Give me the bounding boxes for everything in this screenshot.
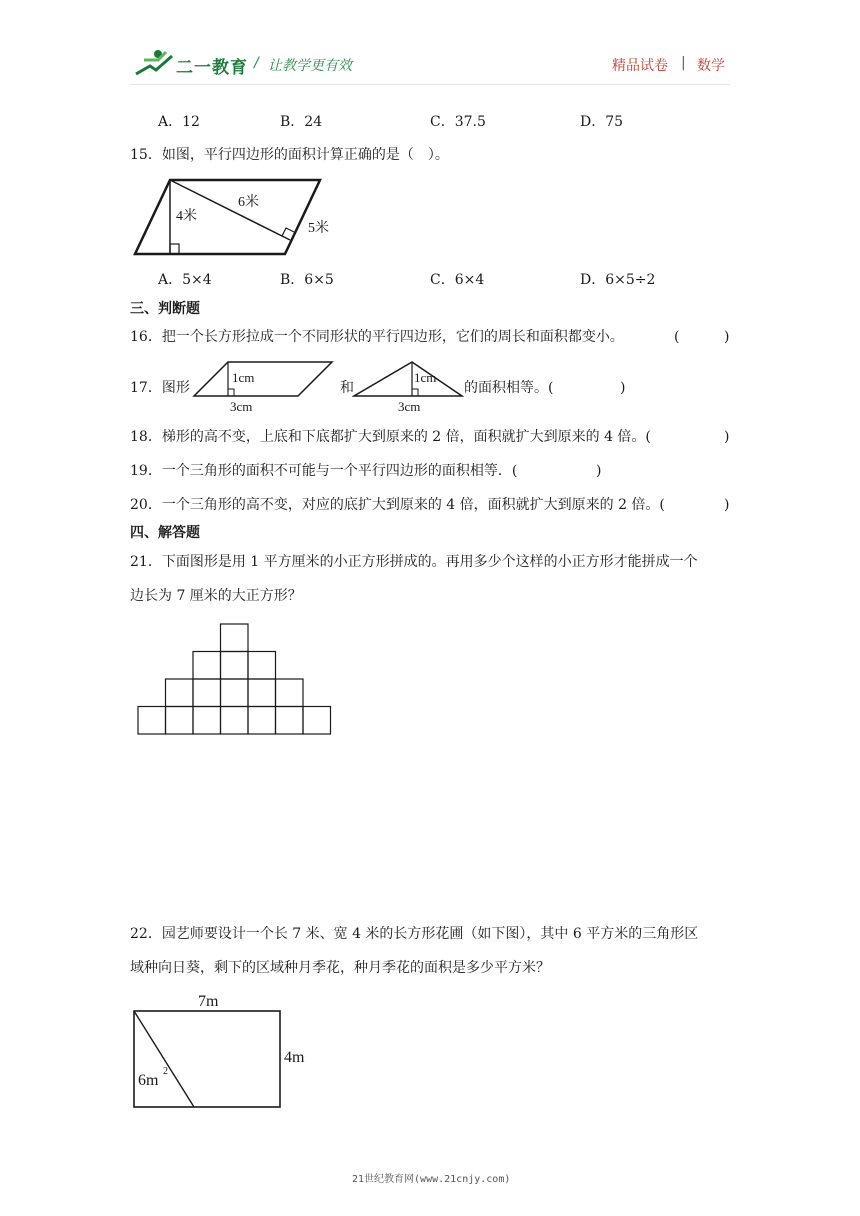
- q17-fig1-base: 3cm: [230, 399, 253, 414]
- q15-option-b: B．6×5: [280, 272, 334, 288]
- footer-text: 21世纪教育网(www.21cnjy.com): [352, 1174, 511, 1185]
- logo-runner-icon: [134, 46, 176, 78]
- q14-option-b: B．24: [280, 114, 323, 130]
- q16-text: 16．把一个长方形拉成一个不同形状的平行四边形，它们的周长和面积都变小。: [130, 329, 624, 345]
- unit-square: [221, 679, 249, 707]
- slogan-separator: /: [254, 55, 259, 71]
- unit-square: [166, 707, 194, 735]
- q15-option-c: C．6×4: [430, 272, 485, 288]
- q22-line-2: 域种向日葵，剩下的区域种月季花，种月季花的面积是多少平方米？: [130, 960, 550, 976]
- unit-square: [276, 679, 304, 707]
- q22-label-triangle: 6m: [138, 1072, 159, 1089]
- q22-label-right: 4m: [284, 1049, 305, 1066]
- unit-square: [221, 652, 249, 680]
- unit-square: [193, 652, 221, 680]
- q21-line-1: 21．下面图形是用 1 平方厘米的小正方形拼成的。再用多少个这样的小正方形才能拼成一个: [130, 554, 698, 570]
- q17-fig1-height: 1cm: [232, 370, 255, 385]
- brand-right: 数学: [697, 58, 725, 74]
- q20-text: 20．一个三角形的高不变，对应的底扩大到原来的 4 倍，面积就扩大到原来的 2 倍。(: [130, 497, 665, 513]
- section-4-title: 四、解答题: [130, 525, 200, 541]
- q19-paren-right: ): [596, 463, 602, 479]
- q22-label-top: 7m: [198, 993, 219, 1010]
- q14-option-d: D．75: [580, 114, 624, 130]
- section-3-title: 三、判断题: [130, 301, 200, 317]
- q16-paren-left: (: [674, 329, 680, 345]
- unit-square: [166, 679, 194, 707]
- q18-text: 18．梯形的高不变，上底和下底都扩大到原来的 2 倍，面积就扩大到原来的 4 倍。(: [130, 429, 651, 445]
- q22-rectangle-figure: [126, 990, 326, 1114]
- q19-text: 19．一个三角形的面积不可能与一个平行四边形的面积相等．(: [130, 463, 518, 479]
- header-divider: [130, 84, 730, 85]
- unit-square: [303, 707, 331, 735]
- brand-left: 精品试卷: [612, 58, 668, 74]
- q21-square-staircase-figure: [136, 622, 336, 740]
- q17-paren-right: ): [620, 380, 626, 396]
- q20-paren-right: ): [724, 497, 730, 513]
- q17-fig2-base: 3cm: [398, 399, 421, 414]
- slogan: 让教学更有效: [268, 58, 352, 74]
- q15-option-a: A．5×4: [158, 272, 212, 288]
- q17-fig2-height: 1cm: [414, 370, 437, 385]
- q15-label-five: 5米: [308, 221, 329, 236]
- q17-suffix: 的面积相等。(: [464, 380, 554, 396]
- q17-parallelogram-figure: [190, 358, 340, 418]
- q17-triangle-figure: [352, 358, 468, 418]
- unit-square: [193, 679, 221, 707]
- q15-label-six: 6米: [238, 195, 259, 210]
- unit-square: [248, 652, 276, 680]
- logo-text: 二一教育: [176, 58, 248, 78]
- q14-option-a: A．12: [158, 114, 200, 130]
- q17-prefix: 17．图形: [130, 380, 190, 396]
- unit-square: [248, 707, 276, 735]
- header: [0, 0, 860, 95]
- q14-option-c: C．37.5: [430, 114, 486, 130]
- q15-label-four: 4米: [176, 209, 197, 224]
- q15-stem: 15．如图，平行四边形的面积计算正确的是（ ）。: [130, 147, 449, 163]
- q21-line-2: 边长为 7 厘米的大正方形？: [130, 588, 302, 604]
- q22-line-1: 22．园艺师要设计一个长 7 米、宽 4 米的长方形花圃（如下图），其中 6 平方米的三角形区: [130, 926, 699, 942]
- q16-paren-right: ): [724, 329, 730, 345]
- q18-paren-right: ): [724, 429, 730, 445]
- unit-square: [138, 707, 166, 735]
- unit-square: [276, 707, 304, 735]
- q22-label-triangle-sup: 2: [163, 1066, 168, 1077]
- unit-square: [248, 679, 276, 707]
- unit-square: [221, 707, 249, 735]
- brand-separator: |: [681, 55, 686, 71]
- q17-and: 和: [340, 380, 354, 396]
- q15-option-d: D．6×5÷2: [580, 272, 656, 288]
- q15-parallelogram-figure: [130, 172, 350, 258]
- unit-square: [221, 624, 249, 652]
- unit-square: [193, 707, 221, 735]
